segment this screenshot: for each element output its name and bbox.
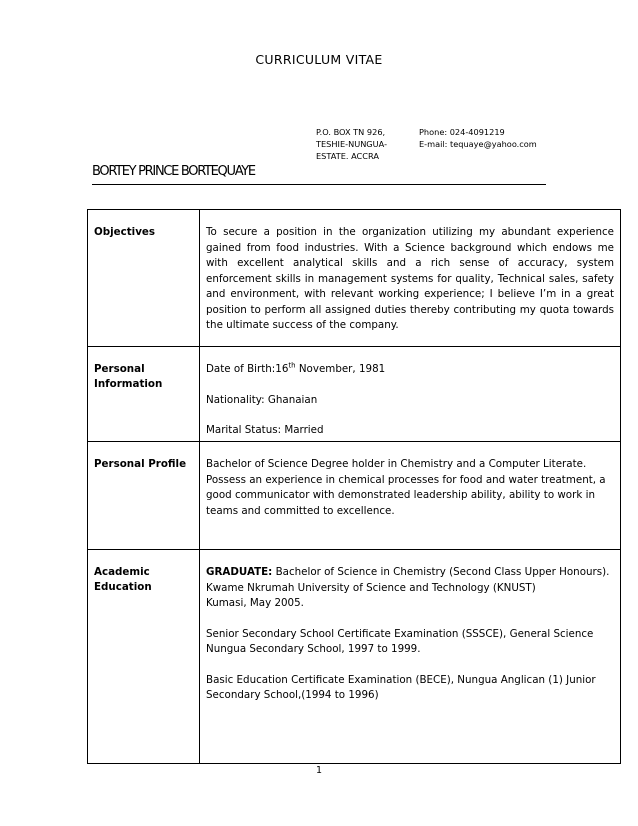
- name-underline: [92, 184, 546, 185]
- objectives-content: [200, 210, 621, 347]
- academic-education-content: [200, 550, 621, 764]
- bece-line: Basic Education Certificate Examination (BECE), Nungua Anglican (1) Junior: [206, 673, 596, 686]
- objectives-row: [88, 210, 621, 347]
- postal-address: [316, 126, 387, 162]
- personal-information-row: [88, 347, 621, 442]
- graduate-date: Kumasi, May 2005.: [206, 597, 304, 609]
- address-line: TESHIE-NUNGUA-: [316, 139, 388, 149]
- graduate-school: Kwame Nkrumah University of Science and Technology (KNUST): [206, 581, 536, 594]
- email-address: E-mail: tequaye@yahoo.com: [419, 139, 537, 149]
- marital-status: Marital Status: Married: [206, 424, 324, 436]
- personal-information-label: Personal Information: [88, 347, 200, 442]
- personal-information-content: [200, 347, 621, 442]
- objectives-label: Objectives: [88, 210, 200, 347]
- bece-school: Secondary School,(1994 to 1996): [206, 689, 379, 701]
- document-title: CURRICULUM VITAE: [255, 52, 383, 67]
- sssce-school: Nungua Secondary School, 1997 to 1999.: [206, 643, 421, 655]
- personal-profile-label: Personal Profile: [88, 442, 200, 550]
- contact-details: [419, 126, 537, 150]
- date-of-birth: Date of Birth:16th November, 1981: [206, 361, 386, 375]
- graduate-degree: GRADUATE: Bachelor of Science in Chemistry (Second Class Upper Honours).: [206, 566, 610, 578]
- nationality: Nationality: Ghanaian: [206, 393, 318, 406]
- personal-profile-text: Bachelor of Science Degree holder in Chemistry and a Computer Literate. Possess an experience in chemical processes for food and water treatment, a good communicator with demonstrated leadership ability, ability to work in teams and committed to excellence.: [206, 458, 606, 517]
- academic-education-label: Academic Education: [88, 550, 200, 764]
- personal-profile-content: [200, 442, 621, 550]
- academic-education-row: [88, 550, 621, 764]
- phone-number: Phone: 024-4091219: [419, 127, 505, 137]
- page-number: 1: [315, 765, 323, 776]
- objectives-text: To secure a position in the organization utilizing my abundant experience gained from food industries. With a Science background which endows me with excellent analytical skills and a rich sense of accuracy, system enforcement skills in management systems for quality, Technical sales, safety and environment, with relevant working experience; I believe I’m in a great position to perform all assigned duties thereby contributing my quota towards the ultimate success of the company.: [206, 226, 614, 331]
- personal-profile-row: [88, 442, 621, 550]
- cv-table: [87, 209, 621, 764]
- address-line: ESTATE. ACCRA: [316, 151, 379, 161]
- candidate-name: BORTEY PRINCE BORTEQUAYE: [92, 164, 255, 179]
- sssce-line: Senior Secondary School Certificate Examination (SSSCE), General Science: [206, 627, 594, 640]
- address-line: P.O. BOX TN 926,: [316, 127, 386, 137]
